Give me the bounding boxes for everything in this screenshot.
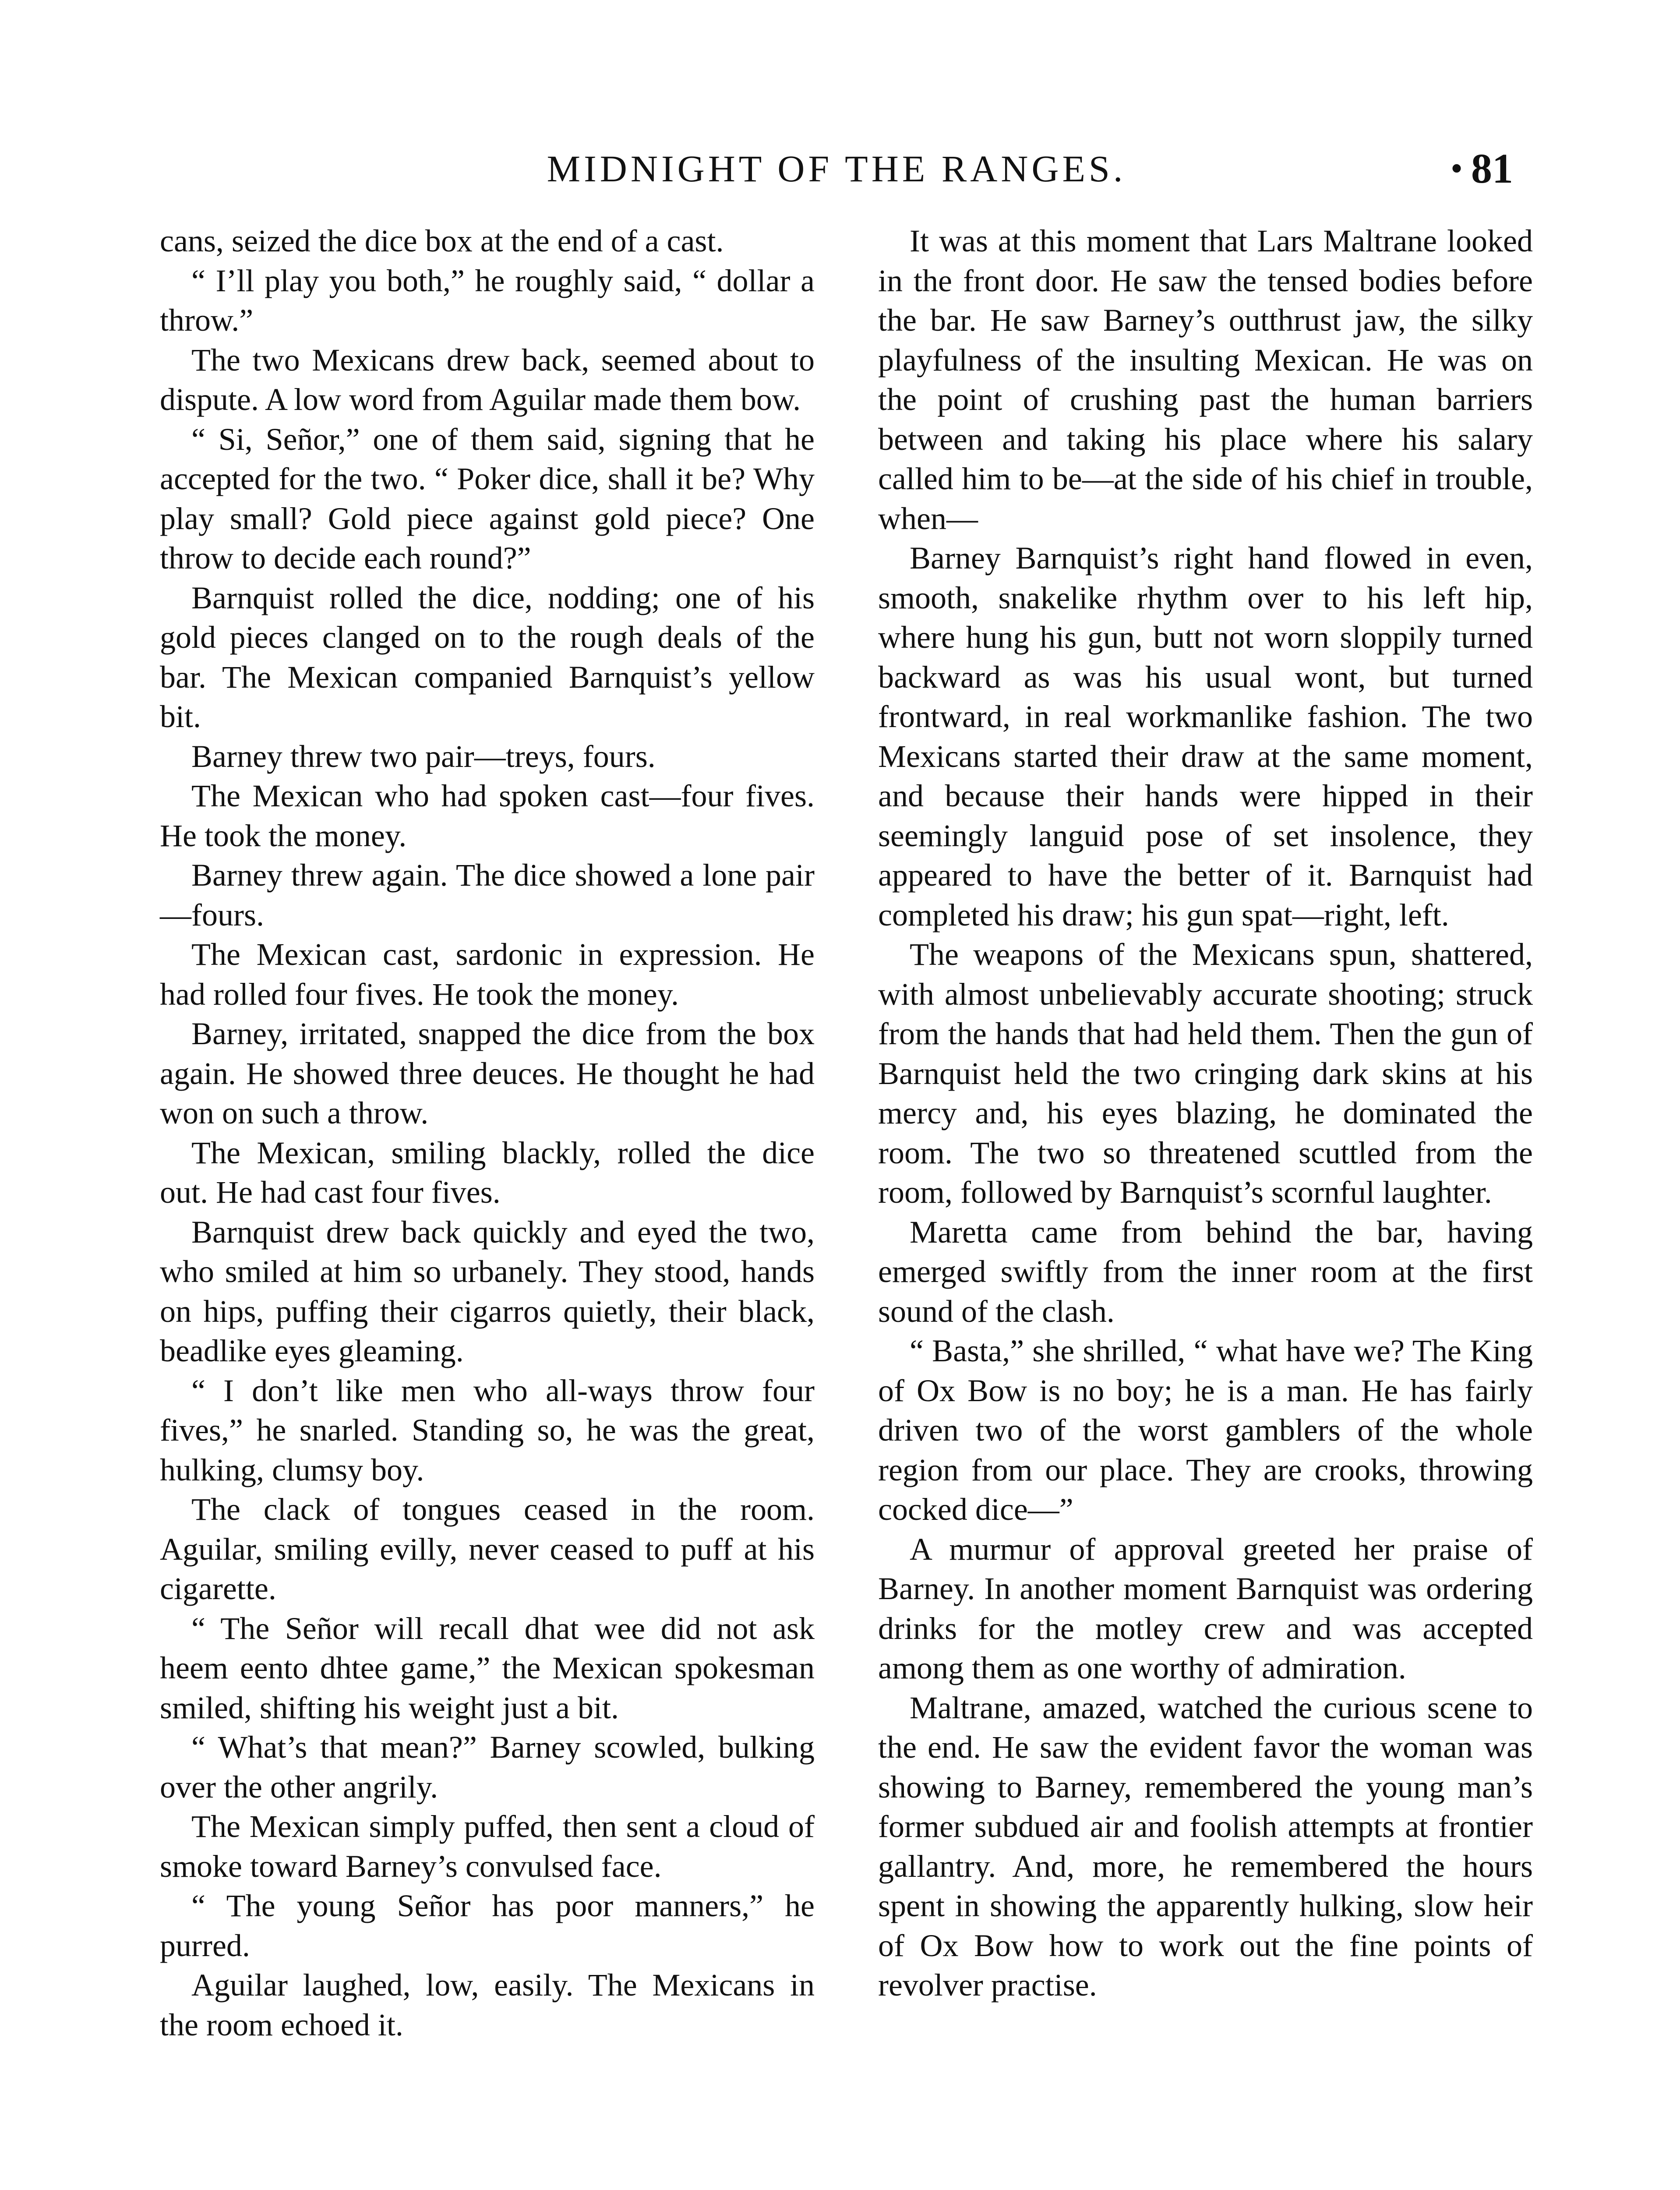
paragraph: cans, seized the dice box at the end of a cast. — [160, 223, 724, 258]
page-header — [160, 145, 1513, 193]
paragraph: Barnquist drew back quickly and eyed the two, who smiled at him so urbanely. They stood, hands on hips, puffing their cigarros quietly, their black, beadlike eyes gleaming. — [160, 1214, 815, 1368]
paragraph: The Mexican cast, sardonic in expression. He had rolled four fives. He took the money. — [160, 937, 815, 1012]
paragraph: “ Si, Señor,” one of them said, signing that he accepted for the two. “ Poker dice, shall it be? Why play small? Gold piece against gold piece? One throw to decide each round?” — [160, 421, 815, 576]
paragraph: Barney, irritated, snapped the dice from the box again. He showed three deuces. He thought he had won on such a throw. — [160, 1016, 815, 1130]
paragraph: The clack of tongues ceased in the room. Aguilar, smiling evilly, never ceased to puff at his cigarette. — [160, 1492, 815, 1606]
paragraph: Maretta came from behind the bar, having emerged swiftly from the inner room at the first sound of the clash. — [878, 1214, 1533, 1329]
paragraph: “ The Señor will recall dhat wee did not ask heem eento dhtee game,” the Mexican spokesman smiled, shifting his weight just a bit. — [160, 1611, 815, 1725]
right-column — [878, 221, 1533, 2005]
paragraph: The two Mexicans drew back, seemed about to dispute. A low word from Aguilar made them bow. — [160, 342, 815, 417]
paragraph: Barnquist rolled the dice, nodding; one of his gold pieces clanged on to the rough deals of the bar. The Mexican companied Barnquist’s yellow bit. — [160, 580, 815, 734]
header-bullet: • — [1450, 149, 1463, 188]
paragraph: Barney Barnquist’s right hand flowed in even, smooth, snakelike rhythm over to his left hip, where hung his gun, butt not worn sloppily turned backward as was his usual wont, but turned frontward, in real workmanlike fashion. The two Mexicans started their draw at the same moment, and because their hands were hipped in their seemingly languid pose of set insolence, they appeared to have the better of it. Barnquist had completed his draw; his gun spat—right, left. — [878, 540, 1533, 933]
paragraph: The Mexican simply puffed, then sent a cloud of smoke toward Barney’s convulsed face. — [160, 1809, 815, 1884]
paragraph: “ Basta,” she shrilled, “ what have we? The King of Ox Bow is no boy; he is a man. He has fairly driven two of the worst gamblers of the whole region from our place. They are crooks, throwing cocked dice—” — [878, 1333, 1533, 1527]
page-number: 81 — [1471, 145, 1513, 192]
left-column — [160, 221, 815, 2045]
paragraph: It was at this moment that Lars Maltrane looked in the front door. He saw the tensed bodies before the bar. He saw Barney’s outthrust jaw, the silky playfulness of the insulting Mexican. He was on the point of crushing past the human barriers between and taking his place where his salary called him to be—at the side of his chief in trouble, when— — [878, 223, 1533, 536]
paragraph: Maltrane, amazed, watched the curious scene to the end. He saw the evident favor the woman was showing to Barney, remembered the young man’s former subdued air and foolish attempts at frontier gallantry. And, more, he remembered the hours spent in showing the apparently hulking, slow heir of Ox Bow how to work out the fine points of revolver practise. — [878, 1690, 1533, 2003]
paragraph: Barney threw two pair—treys, fours. — [191, 738, 656, 774]
paragraph: A murmur of approval greeted her praise of Barney. In another moment Barnquist was ordering drinks for the motley crew and was accepted among them as one worthy of admiration. — [878, 1531, 1533, 1685]
paragraph: The Mexican, smiling blackly, rolled the dice out. He had cast four fives. — [160, 1135, 815, 1210]
paragraph: The Mexican who had spoken cast—four fives. He took the money. — [160, 778, 815, 853]
paragraph: “ The young Señor has poor manners,” he purred. — [160, 1888, 815, 1963]
running-title: MIDNIGHT OF THE RANGES. — [547, 148, 1126, 190]
paragraph: “ I don’t like men who all-ways throw four fives,” he snarled. Standing so, he was the great, hulking, clumsy boy. — [160, 1373, 815, 1487]
paragraph: The weapons of the Mexicans spun, shattered, with almost unbelievably accurate shooting; struck from the hands that had held them. Then the gun of Barnquist held the two cringing dark skins at his mercy and, his eyes blazing, he dominated the room. The two so threatened scuttled from the room, followed by Barnquist’s scornful laughter. — [878, 937, 1533, 1210]
paragraph: Barney threw again. The dice showed a lone pair—fours. — [160, 858, 815, 933]
paragraph: “ I’ll play you both,” he roughly said, “ dollar a throw.” — [160, 263, 815, 338]
paragraph: Aguilar laughed, low, easily. The Mexicans in the room echoed it. — [160, 1967, 815, 2042]
paragraph: “ What’s that mean?” Barney scowled, bulking over the other angrily. — [160, 1730, 815, 1805]
